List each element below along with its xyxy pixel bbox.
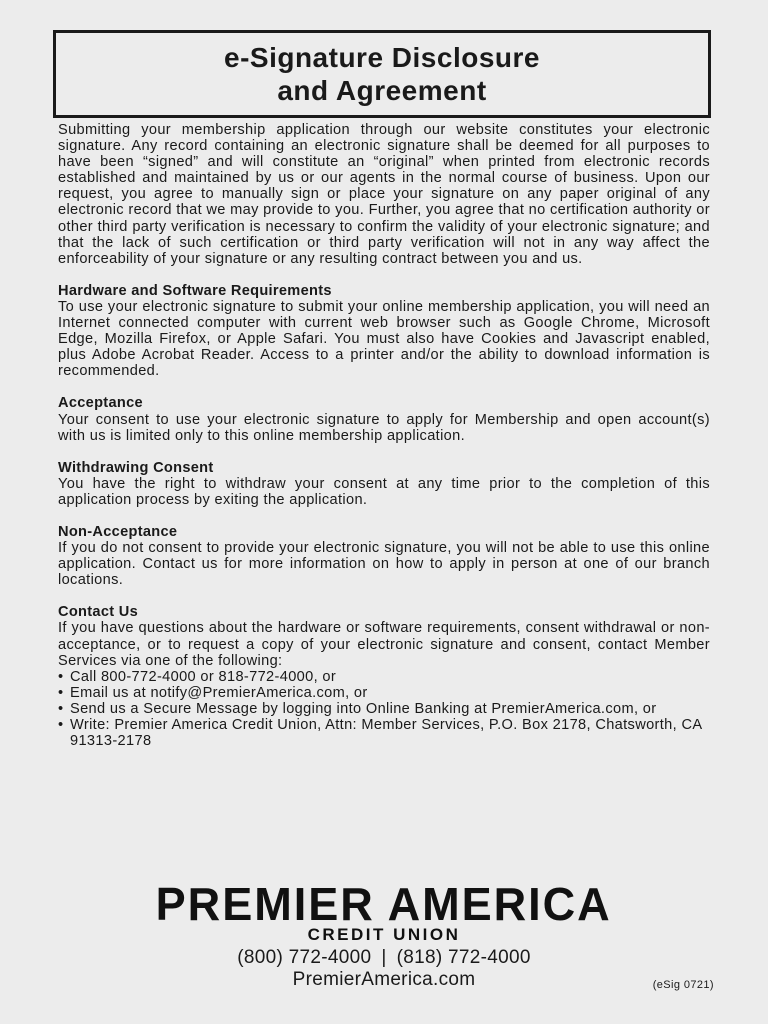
section-acceptance [58,395,710,443]
section-body: If you have questions about the hardware or software requirements, consent withdrawal or non-acceptance, or to request a copy of your electronic signature and consent, contact Member Services via one of the following: [58,620,710,669]
contact-list [58,669,710,749]
contact-item-secure-message: • Send us a Secure Message by logging into Online Banking at PremierAmerica.com, or [58,701,710,717]
section-withdrawing-consent [58,460,710,508]
phone-numbers [237,947,531,969]
section-body: If you do not consent to provide your electronic signature, you will not be able to use this online application. Contact us for more information on how to apply in person at one of our branch locations. [58,540,710,589]
section-body: To use your electronic signature to submit your online membership application, you will need an Internet connected computer with current web browser such as Google Chrome, Microsoft Edge, Mozilla Firefox, or Apple Safari. You must also have Cookies and Javascript enabled, plus Adobe Acrobat Reader. Access to a printer and/or the ability to download information is recommended. [58,298,710,380]
section-heading: Contact Us [58,604,139,621]
title-box [53,30,711,118]
contact-item-email: • Email us at notify@PremierAmerica.com, or [58,685,710,701]
section-heading: Non-Acceptance [58,523,178,540]
contact-item-mail: • Write: Premier America Credit Union, Attn: Member Services, P.O. Box 2178, Chatsworth, CA 91313-2178 [58,717,710,749]
footer [0,880,768,991]
logo-subtitle: CREDIT UNION [307,925,461,944]
phone-number-818: (818) 772-4000 [396,947,531,968]
website-url: PremierAmerica.com [292,969,476,990]
logo-wordmark: PREMIER AMERICA [155,878,613,930]
title-line-2: and Agreement [277,75,487,106]
section-heading: Hardware and Software Requirements [58,282,332,299]
section-heading: Withdrawing Consent [58,459,214,476]
phone-number-800: (800) 772-4000 [237,947,372,968]
title-line-1: e-Signature Disclosure [224,42,540,73]
section-contact-us [58,604,710,749]
phone-separator: | [381,947,387,968]
section-body: Your consent to use your electronic signature to apply for Membership and open account(s) with us is limited only to this online membership application. [58,411,710,444]
section-body: You have the right to withdraw your consent at any time prior to the completion of this application process by exiting the application. [58,475,710,508]
section-heading: Acceptance [58,395,143,412]
body-text [58,122,710,749]
document-code: (eSig 0721) [652,979,714,991]
premier-america-logo [151,880,616,943]
contact-item-phone: • Call 800-772-4000 or 818-772-4000, or [58,669,710,685]
section-hardware-software [58,283,710,380]
section-non-acceptance [58,524,710,588]
intro-paragraph: Submitting your membership application through our website constitutes your electronic signature. Any record containing an electronic signature shall be deemed for all purposes to have been “signed” and will constitute an “original” when printed from electronic records established and maintained by us or our agents in the normal course of business. Upon our request, you agree to manually sign or place your signature on any paper original of any electronic record that we may provide to you. Further, you agree that no certification authority or other third party verification is necessary to confirm the validity of your electronic signature; and that the lack of such certification or third party verification will not in any way affect the enforceability of your signature or any resulting contract between you and us. [58,122,710,267]
